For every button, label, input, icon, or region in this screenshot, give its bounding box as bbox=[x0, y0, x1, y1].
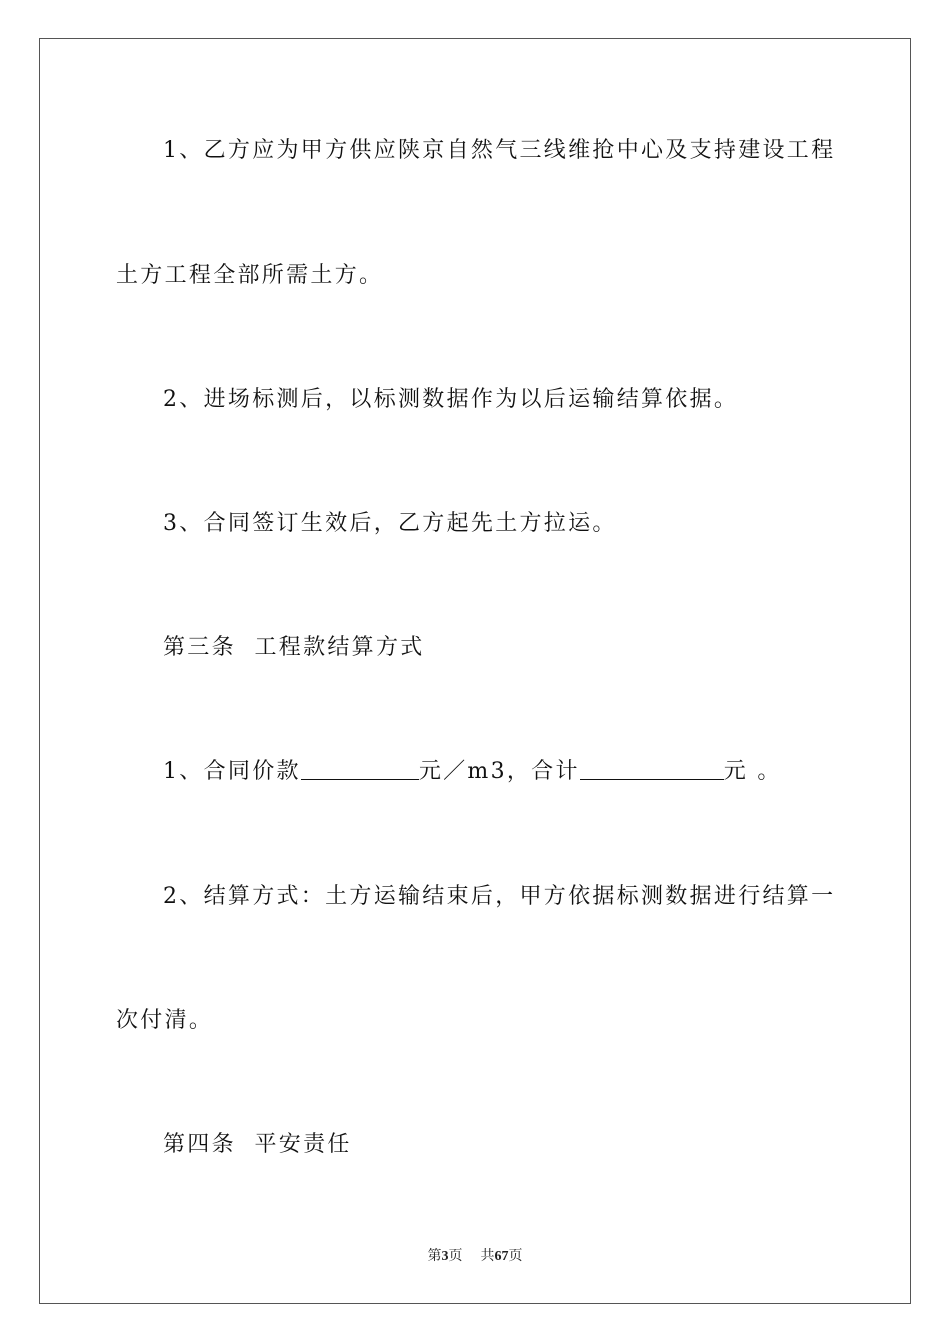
section-heading-4: 第四条 平安责任 bbox=[163, 1132, 352, 1157]
page-border bbox=[39, 38, 911, 1304]
page-footer bbox=[0, 1248, 950, 1266]
paragraph-line-7: 次付清。 bbox=[116, 1008, 214, 1033]
footer-page-suffix: 页 bbox=[448, 1249, 463, 1264]
section-heading-3: 第三条 工程款结算方式 bbox=[163, 635, 425, 660]
paragraph-line-4: 3、合同签订生效后，乙方起先土方拉运。 bbox=[163, 511, 617, 536]
footer-total-prefix: 共 bbox=[480, 1249, 495, 1264]
total-blank bbox=[580, 757, 724, 780]
paragraph-line-3: 2、进场标测后，以标测数据作为以后运输结算依据。 bbox=[163, 387, 739, 412]
footer-total-suffix: 页 bbox=[508, 1249, 523, 1264]
price-middle: 元／m3，合计 bbox=[418, 759, 580, 784]
price-blank bbox=[301, 757, 419, 780]
contract-price-line bbox=[163, 757, 782, 787]
footer-page-number: 3 bbox=[441, 1249, 449, 1264]
footer-total-number: 67 bbox=[494, 1249, 509, 1264]
paragraph-line-1: 1、乙方应为甲方供应陕京自然气三线维抢中心及支持建设工程 bbox=[163, 138, 836, 163]
price-prefix: 1、合同价款 bbox=[163, 759, 301, 784]
paragraph-line-6: 2、结算方式：土方运输结束后，甲方依据标测数据进行结算一 bbox=[163, 884, 836, 909]
paragraph-line-2: 土方工程全部所需土方。 bbox=[116, 263, 384, 288]
footer-page-prefix: 第 bbox=[427, 1249, 442, 1264]
price-suffix: 元 。 bbox=[723, 759, 782, 784]
